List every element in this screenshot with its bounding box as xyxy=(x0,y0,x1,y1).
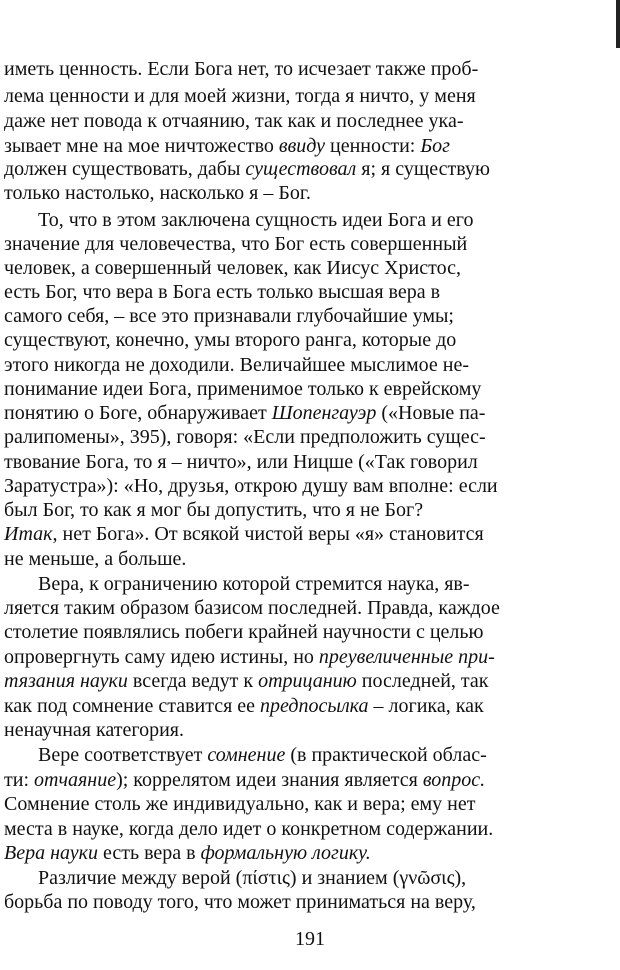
text-run: Вера, к ограничению которой стремится наука, яв- xyxy=(38,573,470,595)
text-line xyxy=(4,400,612,427)
text-line xyxy=(4,473,612,500)
text-run: существуют, конечно, умы второго ранга, которые до xyxy=(4,329,457,351)
text-line xyxy=(38,865,612,892)
text-run: ненаучная категория. xyxy=(4,719,184,741)
italic-run: преувеличенные при- xyxy=(318,646,495,668)
text-line xyxy=(4,83,612,110)
text-line xyxy=(4,56,612,83)
text-run: есть Бог, что вера в Бога есть только высшая вера в xyxy=(4,281,441,303)
text-line xyxy=(4,303,612,330)
text-run: ценности: xyxy=(325,135,421,157)
text-run: ти: xyxy=(4,769,34,791)
text-line xyxy=(4,231,612,258)
text-run: есть вера в xyxy=(97,842,201,864)
italic-run: тязания науки xyxy=(4,670,128,692)
text-line xyxy=(4,644,612,671)
text-line xyxy=(4,108,612,135)
italic-run: формальную логику. xyxy=(200,842,371,864)
italic-run: Вера науки xyxy=(4,842,98,864)
text-run: твование Бога, то я – ничто», или Ницше («Так говорил xyxy=(4,451,478,473)
text-line xyxy=(4,840,612,867)
text-run: столетие появлялись побеги крайней научности с целью xyxy=(4,621,484,643)
text-run: ляется таким образом базисом последней. Правда, каждое xyxy=(4,597,500,619)
page-number: 191 xyxy=(295,928,325,950)
italic-run: сомнение xyxy=(207,744,286,766)
text-line xyxy=(4,693,612,720)
text-line xyxy=(4,497,612,524)
text-run: борьба по поводу того, что может приниматься на веру, xyxy=(4,891,476,913)
text-run: То, что в этом заключена сущность идеи Бога и его xyxy=(38,209,474,231)
text-line xyxy=(38,207,612,234)
italic-run: Итак xyxy=(4,523,53,545)
text-run: лема ценности и для моей жизни, тогда я ничто, у меня xyxy=(4,85,476,107)
text-line xyxy=(4,255,612,282)
text-line xyxy=(4,546,612,573)
text-run: (в практической облас- xyxy=(285,744,487,766)
text-run: («Новые па- xyxy=(376,402,486,424)
text-line xyxy=(4,767,612,794)
page-edge-mark xyxy=(616,0,620,48)
text-run: был Бог, то как я мог бы допустить, что я не Бог? xyxy=(4,499,424,521)
text-run: только настолько, насколько я – Бог. xyxy=(4,182,311,204)
text-line xyxy=(4,816,612,843)
text-run: места в науке, когда дело идет о конкретном содержании. xyxy=(4,818,494,840)
text-line xyxy=(38,571,612,598)
text-line xyxy=(4,180,612,207)
italic-run: существовал xyxy=(245,158,357,180)
text-line xyxy=(4,279,612,306)
text-line xyxy=(4,521,612,548)
italic-run: ввиду xyxy=(278,135,325,157)
text-line xyxy=(4,668,612,695)
text-run: как под сомнение ставится ее xyxy=(4,695,261,717)
text-line xyxy=(4,449,612,476)
italic-run: предпосылка xyxy=(260,695,369,717)
text-line xyxy=(4,424,612,451)
italic-run: вопрос. xyxy=(422,769,486,791)
text-line xyxy=(4,717,612,744)
text-run: этого никогда не доходили. Величайшее мыслимое не- xyxy=(4,354,469,376)
text-run: зывает мне на мое ничтожество xyxy=(4,135,279,157)
text-line xyxy=(4,327,612,354)
text-run: ); коррелятом идеи знания является xyxy=(116,769,423,791)
text-run: – логика, как xyxy=(368,695,484,717)
text-run: не меньше, а больше. xyxy=(4,548,187,570)
text-line xyxy=(4,595,612,622)
text-run: понимание идеи Бога, применимое только к еврейскому xyxy=(4,378,482,400)
text-run: ралипомены», 395), говоря: «Если предположить сущес- xyxy=(4,426,486,448)
italic-run: отчаяние xyxy=(34,769,117,791)
text-run: понятию о Боге, обнаруживает xyxy=(4,402,272,424)
text-run: Различие между верой (πίστις) и знанием (γνῶσις), xyxy=(38,867,467,889)
text-run: значение для человечества, что Бог есть совершенный xyxy=(4,233,468,255)
italic-run: Бог xyxy=(420,135,450,157)
text-run: последней, так xyxy=(356,670,489,692)
text-line xyxy=(4,352,612,379)
text-run: я; я существую xyxy=(356,158,490,180)
text-line xyxy=(38,742,612,769)
text-line xyxy=(4,376,612,403)
text-run: всегда ведут к xyxy=(127,670,259,692)
text-run: Сомнение столь же индивидуально, как и вера; ему нет xyxy=(4,793,476,815)
text-line xyxy=(4,889,612,916)
text-run: опровергнуть саму идею истины, но xyxy=(4,646,319,668)
text-run: даже нет повода к отчаянию, так как и последнее ука- xyxy=(4,110,464,132)
text-run: человек, а совершенный человек, как Иисус Христос, xyxy=(4,257,461,279)
text-run: Заратустра»): «Но, друзья, открою душу вам вполне: если xyxy=(4,475,498,497)
text-run: должен существовать, дабы xyxy=(4,158,246,180)
text-line xyxy=(4,791,612,818)
text-run: , нет Бога». От всякой чистой веры «я» становится xyxy=(52,523,484,545)
text-run: Вере соответствует xyxy=(38,744,208,766)
text-line xyxy=(4,156,612,183)
italic-run: отрицанию xyxy=(258,670,357,692)
text-line xyxy=(4,619,612,646)
text-run: самого себя, – все это признавали глубочайшие умы; xyxy=(4,305,454,327)
text-run: иметь ценность. Если Бога нет, то исчезает также проб- xyxy=(4,58,479,80)
italic-run: Шопенгауэр xyxy=(271,402,377,424)
